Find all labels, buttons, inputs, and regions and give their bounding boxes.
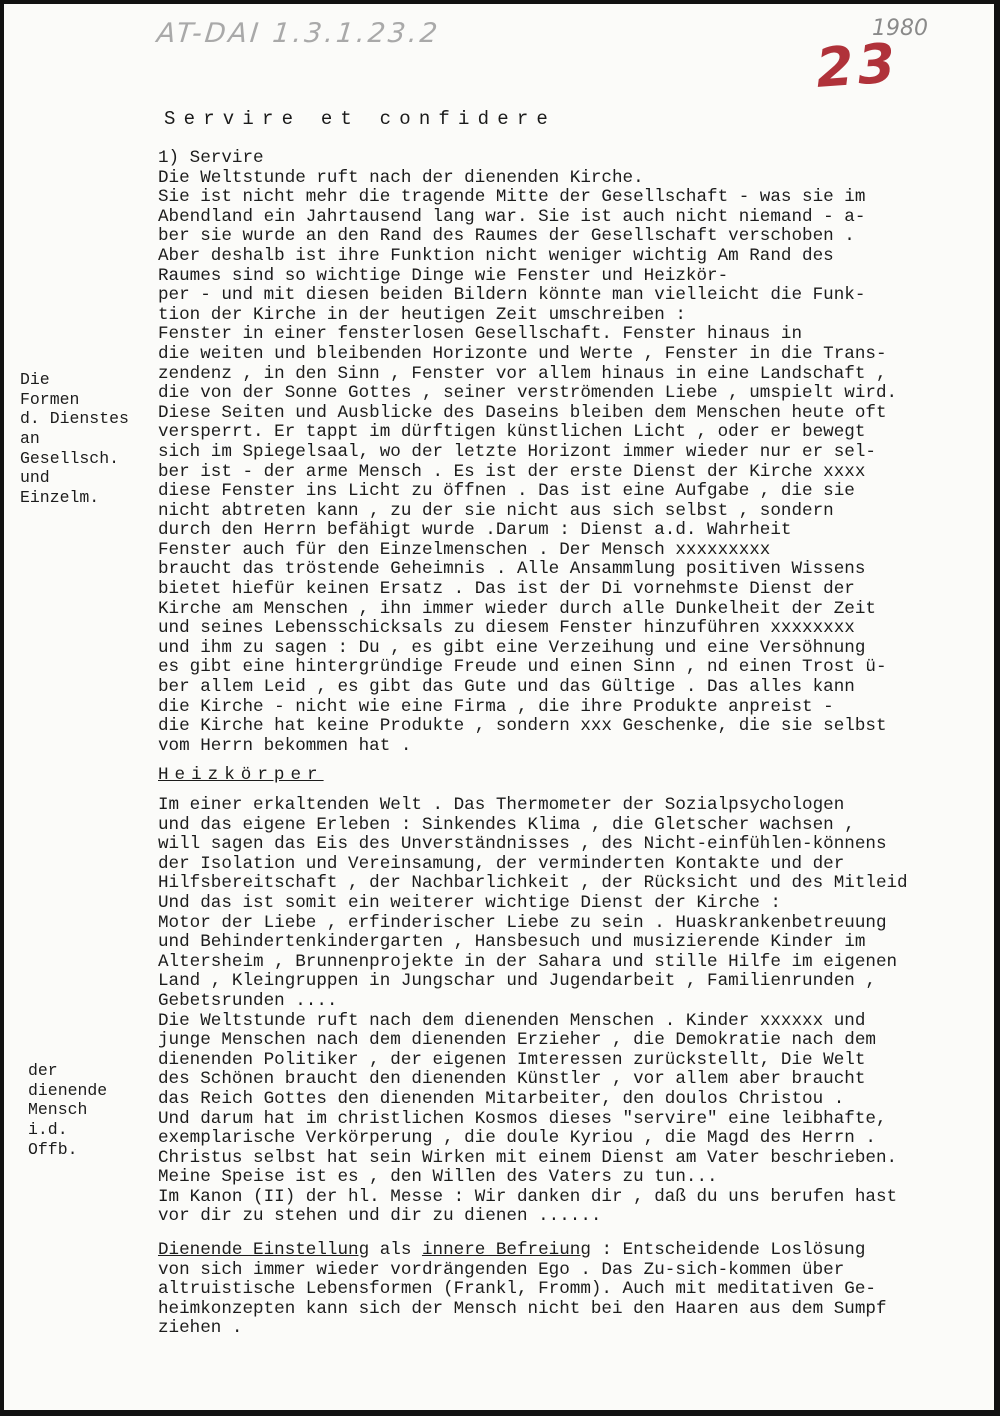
margin-note-mensch bbox=[28, 1022, 107, 1198]
margin-note-formen bbox=[20, 331, 129, 547]
text-line: die weiten und bleibenden Horizonte und Werte , Fenster in die Trans- bbox=[158, 343, 887, 364]
text-line: diese Fenster ins Licht zu öffnen . Das ist eine Aufgabe , die sie bbox=[158, 481, 855, 502]
document-title: Servire et confidere bbox=[164, 108, 557, 130]
text-line: Christus selbst hat sein Wirken mit einem Dienst am Vater beschrieben. bbox=[158, 1147, 898, 1168]
underlined-phrase: innere Befreiung bbox=[421, 1240, 591, 1261]
section-servire bbox=[158, 169, 988, 757]
text-line: braucht das tröstende Geheimnis . Alle Ansammlung positiven Wissens bbox=[158, 559, 866, 580]
text-line: vor dir zu stehen und dir zu dienen ...... bbox=[158, 1206, 602, 1227]
text-line: Motor der Liebe , erfinderischer Liebe zu sein . Huaskrankenbetreuung bbox=[158, 912, 887, 933]
text-line: vom Herrn bekommen hat . bbox=[158, 735, 412, 756]
text-line: altruistische Lebensformen (Frankl, Fromm). Auch mit meditativen Ge- bbox=[158, 1279, 876, 1300]
text-line: an bbox=[20, 428, 40, 448]
text-line: bietet hiefür keinen Ersatz . Das ist der Di vornehmste Dienst der bbox=[158, 579, 855, 600]
text-line: Gesellsch. bbox=[20, 448, 120, 468]
text-line: und Behindertenkindergarten , Hansbesuch und musizierende Kinder im bbox=[158, 932, 866, 953]
text-line: i.d. bbox=[28, 1119, 68, 1139]
text-line: Diese Seiten und Ausblicke des Daseins bleiben dem Menschen heute oft bbox=[158, 402, 887, 423]
text-line: der bbox=[28, 1061, 58, 1081]
text-line: nicht abtreten kann , zu der sie nicht aus sich selbst , sondern bbox=[158, 500, 834, 521]
text-line: per - und mit diesen beiden Bildern könnte man vielleicht die Funk- bbox=[158, 285, 866, 306]
text-line: Land , Kleingruppen in Jungschar und Jugendarbeit , Familienrunden , bbox=[158, 971, 876, 992]
text-line: heimkonzepten kann sich der Mensch nicht bei den Haaren aus dem Sumpf bbox=[158, 1298, 887, 1319]
text-line: von sich immer wieder vordrängenden Ego . Das Zu-sich-kommen über bbox=[158, 1259, 845, 1280]
section-befreiung bbox=[158, 1261, 988, 1339]
text-line: Einzelm. bbox=[20, 487, 100, 507]
text-line: Die bbox=[20, 370, 50, 390]
text-line: Sie ist nicht mehr die tragende Mitte der Gesellschaft - was sie im bbox=[158, 187, 866, 208]
text-line: Die Weltstunde ruft nach dem dienenden Menschen . Kinder xxxxxx und bbox=[158, 1010, 866, 1031]
text-line: Und das ist somit ein weiterer wichtige Dienst der Kirche : bbox=[158, 892, 781, 913]
text-line: junge Menschen nach dem dienenden Erzieher , die Demokratie nach dem bbox=[158, 1030, 876, 1051]
text-line: ber allem Leid , es gibt das Gute und das Gültige . Das alles kann bbox=[158, 677, 855, 698]
text-line: die von der Sonne Gottes , seiner verströmenden Liebe , umspielt wird. bbox=[158, 383, 898, 404]
text-line: Raumes sind so wichtige Dinge wie Fenster und Heizkör- bbox=[158, 265, 729, 286]
section-heizkoerper bbox=[158, 796, 988, 1012]
text-line: ber sie wurde an den Rand des Raumes der Gesellschaft verschoben . bbox=[158, 226, 855, 247]
text-line: will sagen das Eis des Unverständnisses , des Nicht-einfühlen-könnens bbox=[158, 834, 887, 855]
text-line: Hilfsbereitschaft , der Nachbarlichkeit , der Rücksicht und des Mitleid bbox=[158, 873, 908, 894]
text-line: Abendland ein Jahrtausend lang war. Sie ist auch nicht niemand - a- bbox=[158, 206, 866, 227]
text-line: und seines Lebensschicksals zu diesem Fenster hinzuführen xxxxxxxx bbox=[158, 618, 855, 639]
text-line: d. Dienstes bbox=[20, 409, 129, 429]
text-line: zendenz , in den Sinn , Fenster vor allem hinaus in eine Landschaft , bbox=[158, 363, 887, 384]
text-line: Kirche am Menschen , ihn immer wieder durch alle Dunkelheit der Zeit bbox=[158, 598, 876, 619]
text-line: Meine Speise ist es , den Willen des Vaters zu tun... bbox=[158, 1167, 718, 1188]
text-line: ber ist - der arme Mensch . Es ist der erste Dienst der Kirche xxxx bbox=[158, 461, 866, 482]
year-note: 1980 bbox=[872, 16, 928, 41]
text-line: das Reich Gottes den dienenden Mitarbeiter, den doulos Christou . bbox=[158, 1088, 845, 1109]
text-line: es gibt eine hintergründige Freude und einen Sinn , nd einen Trost ü- bbox=[158, 657, 887, 678]
text-line: und ihm zu sagen : Du , es gibt eine Verzeihung und eine Versöhnung bbox=[158, 637, 866, 658]
text-line: Gebetsrunden .... bbox=[158, 990, 338, 1011]
text-line: des Schönen braucht den dienenden Künstler , vor allem aber braucht bbox=[158, 1069, 866, 1090]
section-dienende-mensch bbox=[158, 1012, 988, 1228]
text-line: Mensch bbox=[28, 1100, 88, 1120]
document-body bbox=[158, 149, 988, 1339]
archive-mark: AT-DAI 1.3.1.23.2 bbox=[155, 18, 442, 49]
text-line: tion der Kirche in der heutigen Zeit umschreiben : bbox=[158, 304, 686, 325]
document-page bbox=[4, 4, 994, 1410]
text-line: Fenster auch für den Einzelmenschen . Der Mensch xxxxxxxxx bbox=[158, 539, 771, 560]
text-line: versperrt. Er tappt im dürftigen künstlichen Licht , oder er bewegt bbox=[158, 422, 866, 443]
text-line: Formen bbox=[20, 389, 80, 409]
text-line: ziehen . bbox=[158, 1318, 243, 1339]
text-line: und das eigene Erleben : Sinkendes Klima , die Gletscher wachsen , bbox=[158, 814, 855, 835]
section-heading: 1) Servire bbox=[158, 148, 264, 168]
section-heading-heizkoerper: Heizkörper bbox=[158, 765, 324, 786]
page-number: 23 bbox=[813, 31, 902, 100]
text-line: Altersheim , Brunnenprojekte in der Sahara und stille Hilfe im eigenen bbox=[158, 951, 898, 972]
text-line: Im einer erkaltenden Welt . Das Thermometer der Sozialpsychologen bbox=[158, 795, 845, 815]
text-line: durch den Herrn befähigt wurde .Darum : Dienst a.d. Wahrheit bbox=[158, 520, 792, 541]
text-line: dienenden Politiker , der eigenen Imteressen zurückstellt, Die Welt bbox=[158, 1049, 866, 1070]
text-line: Aber deshalb ist ihre Funktion nicht weniger wichtig Am Rand des bbox=[158, 245, 834, 266]
underlined-phrase: Dienende Einstellung bbox=[158, 1240, 370, 1261]
text-line: die Kirche hat keine Produkte , sondern xxx Geschenke, die sie selbst bbox=[158, 716, 887, 737]
text-line: Im Kanon (II) der hl. Messe : Wir danken dir , daß du uns berufen hast bbox=[158, 1186, 898, 1207]
text-line: exemplarische Verkörperung , die doule Kyriou , die Magd des Herrn . bbox=[158, 1128, 876, 1149]
text-line: und bbox=[20, 468, 50, 488]
text-line: sich im Spiegelsaal, wo der letzte Horizont immer wieder nur er sel- bbox=[158, 441, 876, 462]
text-line: Fenster in einer fensterlosen Gesellschaft. Fenster hinaus in bbox=[158, 324, 803, 345]
text-line: die Kirche - nicht wie eine Firma , die ihre Produkte anpreist - bbox=[158, 696, 834, 717]
text-line: Die Weltstunde ruft nach der dienenden Kirche. bbox=[158, 167, 644, 188]
section-befreiung-first-line: Dienende Einstellung als innere Befreiung : Entscheidende Loslösung bbox=[158, 1240, 866, 1261]
text-line: Offb. bbox=[28, 1139, 78, 1159]
text-line: Und darum hat im christlichen Kosmos dieses "servire" eine leibhafte, bbox=[158, 1108, 887, 1129]
text-line: dienende bbox=[28, 1080, 108, 1100]
text-line: der Isolation und Vereinsamung, der verminderten Kontakte und der bbox=[158, 853, 845, 874]
